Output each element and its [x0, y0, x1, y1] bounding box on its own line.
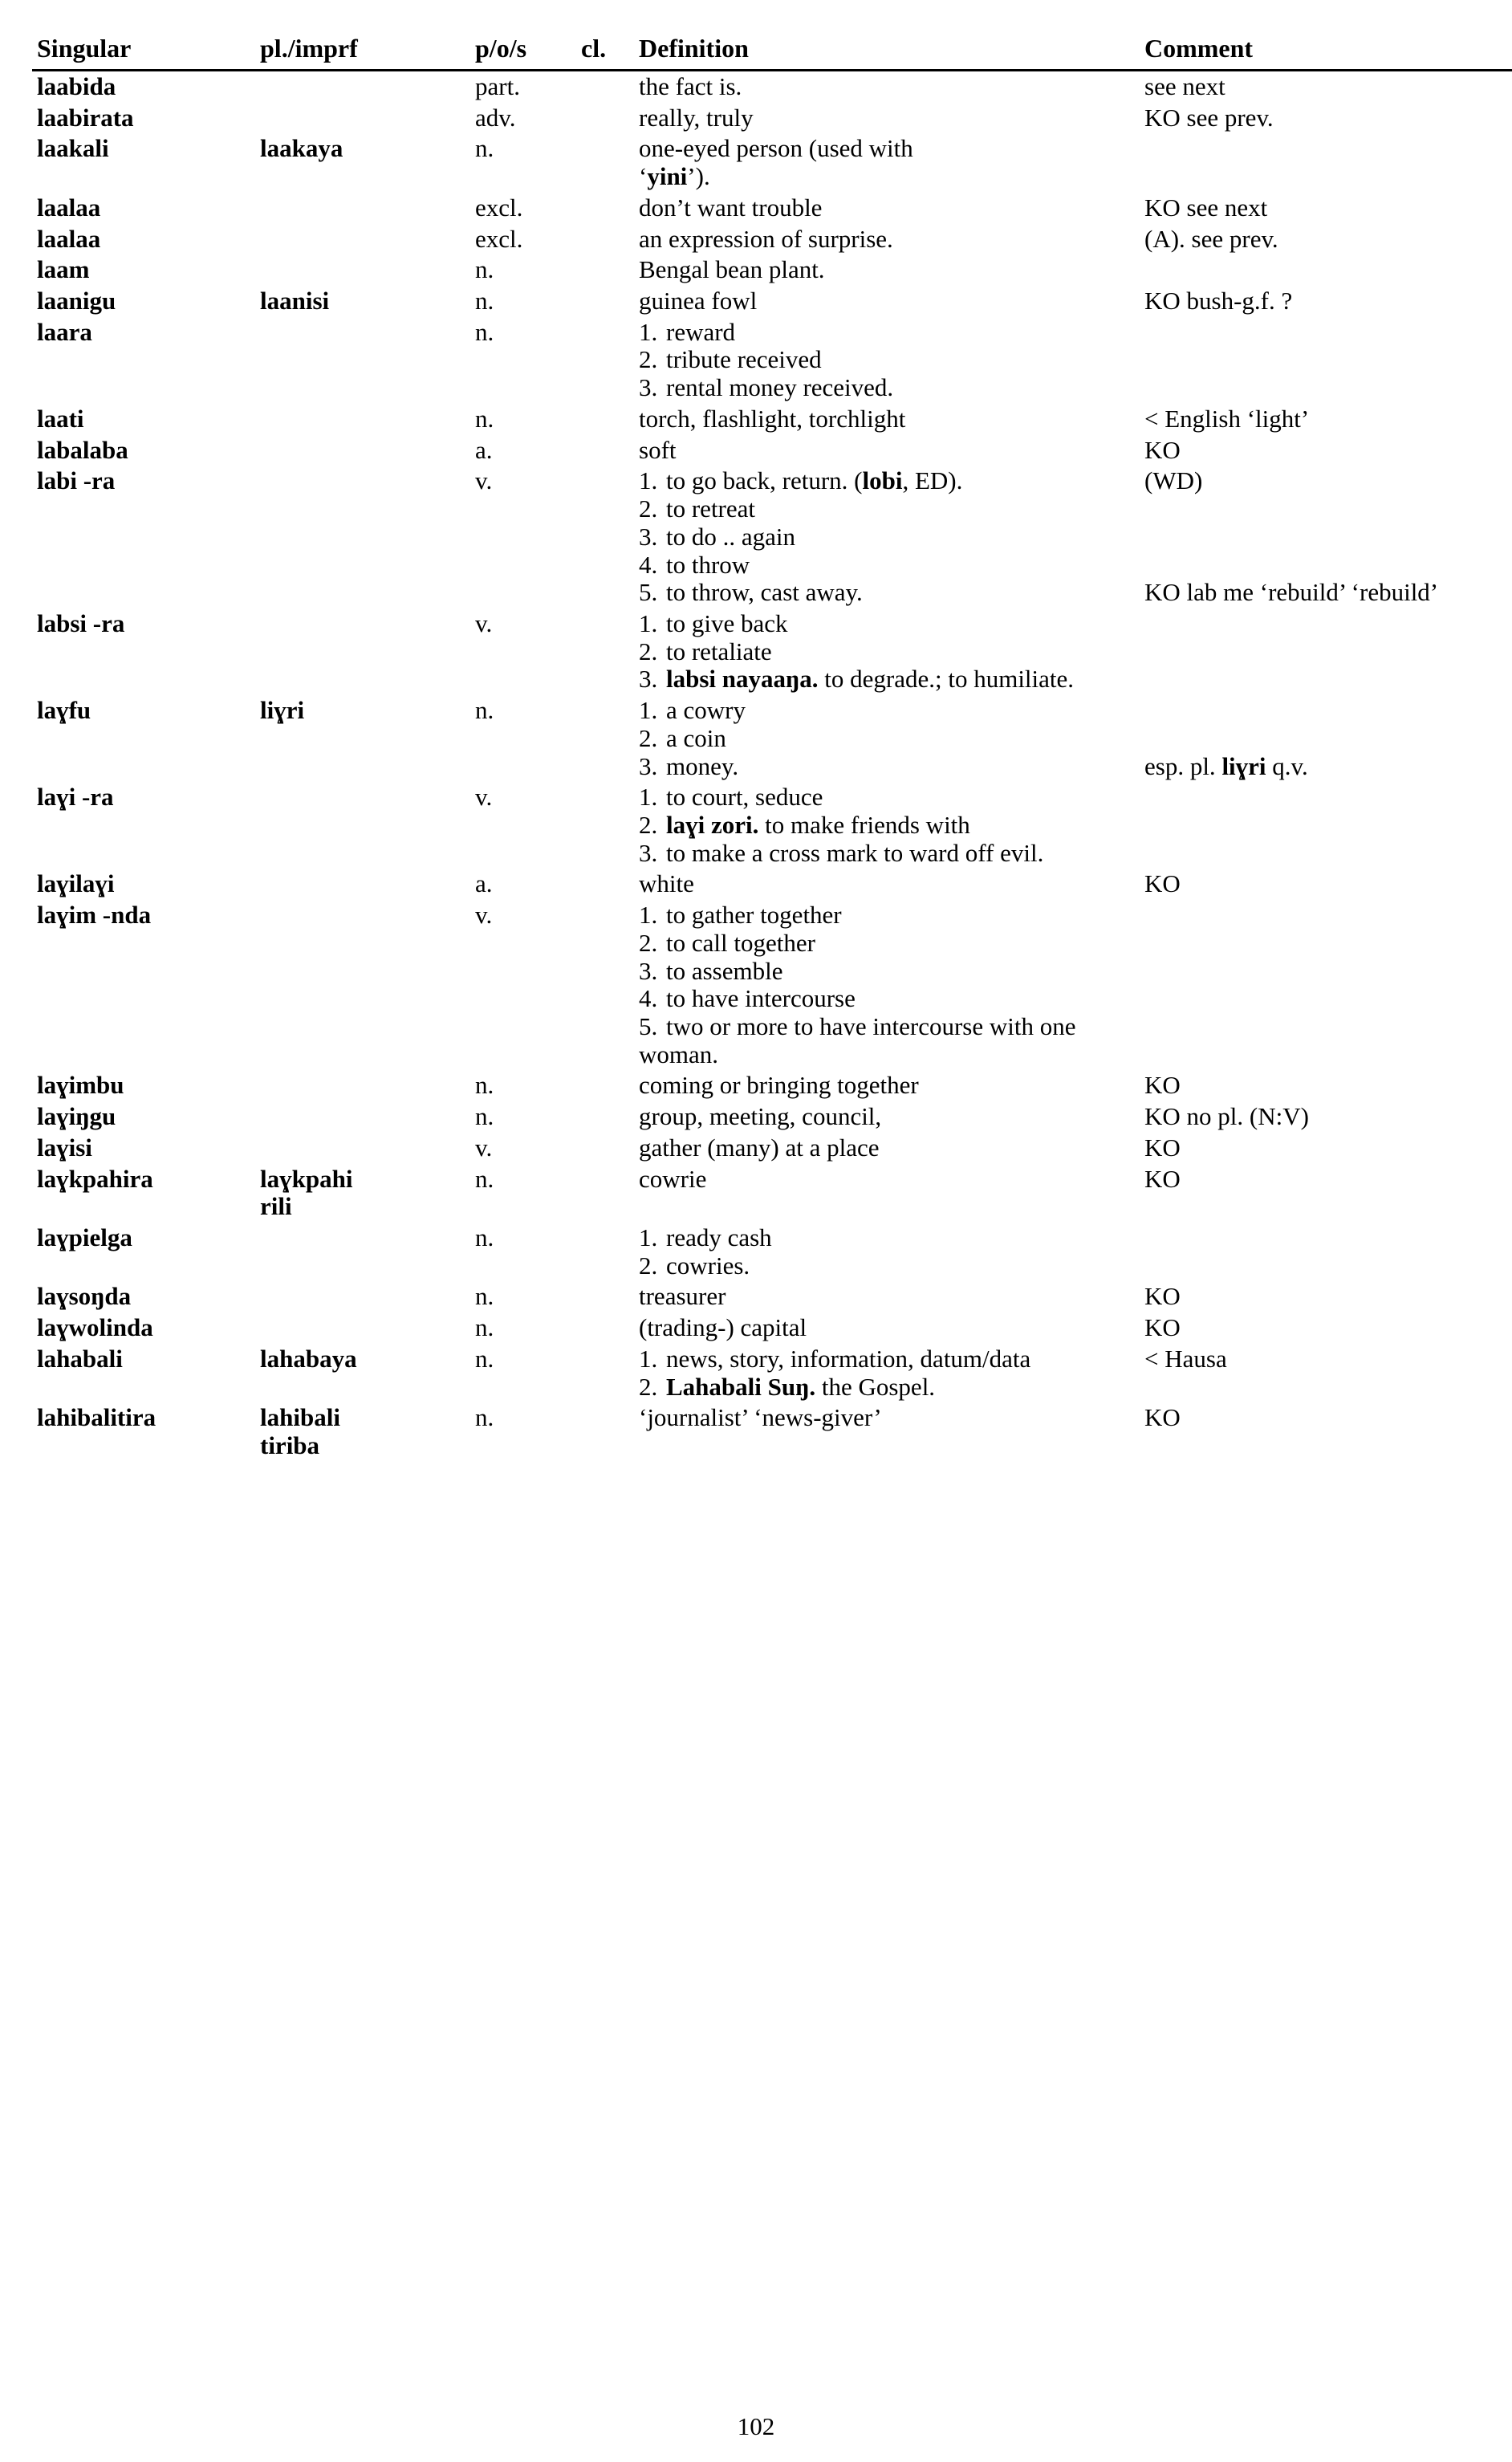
comment-line: KO [1144, 1282, 1181, 1311]
entry-part-of-speech: n. [475, 134, 494, 163]
entry-definition [634, 900, 1140, 1070]
entry-plural [255, 1133, 470, 1164]
entry-class [576, 869, 634, 900]
entry-comment [1140, 254, 1512, 286]
entry-class [576, 782, 634, 869]
entry-definition [634, 1133, 1140, 1164]
table-row [32, 254, 1512, 286]
comment-line: KO [1144, 1133, 1181, 1162]
entry-plural [255, 608, 470, 695]
entry-singular: laalaa [37, 224, 101, 253]
entry-singular: laɣimbu [37, 1071, 124, 1100]
entry-definition [634, 404, 1140, 435]
comment-line: KO lab me ‘rebuild’ ‘rebuild’ [1144, 578, 1439, 607]
entry-definition [634, 317, 1140, 404]
entry-singular: laɣkpahira [37, 1164, 153, 1193]
table-row [32, 869, 1512, 900]
definition-sense: 3. to make a cross mark to ward off evil. [639, 838, 1044, 867]
entry-singular: laɣpielga [37, 1223, 132, 1252]
table-row [32, 466, 1512, 608]
entry-definition [634, 1164, 1140, 1223]
definition-sense: 3. money. [639, 751, 739, 780]
entry-part-of-speech: n. [475, 1102, 494, 1131]
entry-class [576, 286, 634, 317]
comment-line: KO [1144, 1313, 1181, 1342]
comment-line: see next [1144, 72, 1225, 100]
definition-sense: 1. to court, seduce [639, 783, 823, 812]
entry-plural [255, 435, 470, 466]
table-row [32, 435, 1512, 466]
entry-part-of-speech: adv. [475, 103, 516, 132]
definition-sense: 2. to retreat [639, 494, 756, 523]
comment-line: KO see next [1144, 193, 1268, 222]
definition-sense: an expression of surprise. [639, 224, 893, 253]
definition-sense: 3. rental money received. [639, 373, 894, 402]
entry-comment [1140, 695, 1512, 782]
comment-line: KO [1144, 1071, 1181, 1100]
entry-definition [634, 695, 1140, 782]
comment-line: KO no pl. (N:V) [1144, 1102, 1309, 1131]
definition-sense: don’t want trouble [639, 193, 823, 222]
entry-singular: laakali [37, 134, 109, 163]
entry-comment [1140, 1281, 1512, 1312]
entry-definition [634, 1312, 1140, 1344]
entry-plural: lahabaya [260, 1344, 357, 1373]
header-row [32, 32, 1512, 71]
entry-class [576, 466, 634, 608]
entry-comment [1140, 608, 1512, 695]
definition-sense: (trading-) capital [639, 1313, 807, 1342]
entry-class [576, 71, 634, 103]
entry-singular: labsi -ra [37, 608, 125, 637]
entry-singular: laanigu [37, 287, 116, 315]
entry-comment [1140, 869, 1512, 900]
entry-part-of-speech: n. [475, 255, 494, 284]
entry-class [576, 435, 634, 466]
entry-comment [1140, 193, 1512, 224]
entry-comment [1140, 1164, 1512, 1223]
entry-singular: laati [37, 404, 84, 433]
dictionary-table [32, 32, 1512, 1462]
entry-comment [1140, 1101, 1512, 1133]
column-header-pos: p/o/s [470, 32, 576, 71]
entry-singular: labi -ra [37, 466, 116, 495]
entry-singular: laɣi -ra [37, 783, 114, 812]
entry-comment [1140, 466, 1512, 608]
definition-sense: 4. to throw [639, 550, 750, 579]
entry-singular: lahibalitira [37, 1403, 156, 1432]
entry-part-of-speech: n. [475, 287, 494, 315]
entry-definition [634, 435, 1140, 466]
table-row [32, 608, 1512, 695]
entry-part-of-speech: n. [475, 1282, 494, 1311]
definition-sense: 2. laɣi zori. to make friends with [639, 810, 970, 839]
definition-sense: 2. to retaliate [639, 637, 772, 665]
entry-singular: laɣilaɣi [37, 869, 115, 898]
comment-line: KO [1144, 1403, 1181, 1432]
entry-comment [1140, 1070, 1512, 1101]
definition-sense: 1. ready cash [639, 1223, 772, 1252]
definition-sense: really, truly [639, 103, 754, 132]
table-row [32, 286, 1512, 317]
table-row [32, 1281, 1512, 1312]
entry-plural [255, 869, 470, 900]
table-row [32, 1164, 1512, 1223]
entry-definition [634, 608, 1140, 695]
entry-class [576, 1281, 634, 1312]
entry-part-of-speech: v. [475, 901, 493, 930]
entry-definition [634, 286, 1140, 317]
entry-plural: laanisi [260, 287, 330, 315]
entry-part-of-speech: v. [475, 466, 493, 495]
entry-part-of-speech: v. [475, 1133, 493, 1162]
entry-class [576, 1164, 634, 1223]
entry-part-of-speech: part. [475, 72, 520, 100]
definition-sense: one-eyed person (used with [639, 134, 913, 163]
entry-part-of-speech: n. [475, 1313, 494, 1342]
entry-singular: laɣim -nda [37, 901, 152, 930]
table-row [32, 1402, 1512, 1461]
table-header [32, 32, 1512, 71]
entry-definition [634, 782, 1140, 869]
entry-class [576, 1312, 634, 1344]
entry-plural [255, 404, 470, 435]
entry-singular: laara [37, 317, 92, 346]
entry-class [576, 1133, 634, 1164]
entry-class [576, 900, 634, 1070]
entry-part-of-speech: n. [475, 404, 494, 433]
definition-sense: 5. two or more to have intercourse with one woman. [639, 1012, 1076, 1068]
entry-definition [634, 869, 1140, 900]
entry-class [576, 1402, 634, 1461]
definition-sense: treasurer [639, 1282, 726, 1311]
entry-definition [634, 193, 1140, 224]
entry-class [576, 1070, 634, 1101]
entry-singular: laɣfu [37, 696, 91, 725]
comment-line: (A). see prev. [1144, 224, 1278, 253]
entry-comment [1140, 782, 1512, 869]
entry-plural [255, 900, 470, 1070]
table-row [32, 900, 1512, 1070]
comment-line: KO [1144, 435, 1181, 464]
entry-part-of-speech: n. [475, 317, 494, 346]
entry-comment [1140, 435, 1512, 466]
entry-comment [1140, 404, 1512, 435]
entry-plural: liɣri [260, 696, 305, 725]
definition-sense: gather (many) at a place [639, 1133, 880, 1162]
entry-definition [634, 71, 1140, 103]
entry-singular: laɣwolinda [37, 1313, 153, 1342]
entry-part-of-speech: v. [475, 783, 493, 812]
table-row [32, 695, 1512, 782]
comment-line: esp. pl. liɣri q.v. [1144, 751, 1308, 780]
comment-line: < English ‘light’ [1144, 404, 1310, 433]
definition-sense: Bengal bean plant. [639, 255, 825, 284]
table-row [32, 1312, 1512, 1344]
entry-part-of-speech: a. [475, 869, 493, 898]
entry-comment [1140, 317, 1512, 404]
entry-class [576, 224, 634, 255]
entry-comment [1140, 133, 1512, 192]
entry-definition [634, 466, 1140, 608]
entry-part-of-speech: n. [475, 1164, 494, 1193]
definition-sense: 4. to have intercourse [639, 984, 856, 1013]
table-row [32, 1101, 1512, 1133]
entry-class [576, 608, 634, 695]
entry-comment [1140, 1344, 1512, 1402]
entry-part-of-speech: n. [475, 696, 494, 725]
entry-plural: laakaya [260, 134, 343, 163]
entry-class [576, 695, 634, 782]
entry-part-of-speech: excl. [475, 193, 523, 222]
entry-singular: laam [37, 255, 90, 284]
table-body [32, 71, 1512, 1462]
definition-sense: 1. reward [639, 317, 736, 346]
definition-sense: guinea fowl [639, 287, 758, 315]
entry-definition [634, 1281, 1140, 1312]
definition-sense: coming or bringing together [639, 1071, 919, 1100]
entry-comment [1140, 900, 1512, 1070]
entry-plural [255, 193, 470, 224]
entry-definition [634, 254, 1140, 286]
table-row [32, 224, 1512, 255]
entry-definition [634, 1402, 1140, 1461]
comment-line: (WD) [1144, 466, 1203, 495]
definition-sense: the fact is. [639, 72, 742, 100]
table-row [32, 133, 1512, 192]
entry-singular: lahabali [37, 1344, 123, 1373]
entry-part-of-speech: n. [475, 1071, 494, 1100]
entry-plural: laɣkpahi rili [260, 1164, 353, 1221]
table-row [32, 317, 1512, 404]
entry-plural [255, 103, 470, 134]
table-row [32, 1133, 1512, 1164]
entry-plural [255, 317, 470, 404]
table-row [32, 193, 1512, 224]
definition-sense: 1. to go back, return. (lobi, ED). [639, 466, 963, 495]
entry-definition [634, 224, 1140, 255]
entry-class [576, 133, 634, 192]
entry-part-of-speech: n. [475, 1223, 494, 1252]
table-row [32, 71, 1512, 103]
entry-singular: laabirata [37, 103, 134, 132]
entry-singular: laɣsoŋda [37, 1282, 132, 1311]
entry-plural [255, 224, 470, 255]
definition-sense: group, meeting, council, [639, 1102, 882, 1131]
definition-sense: 2. cowries. [639, 1251, 750, 1280]
entry-plural [255, 466, 470, 608]
entry-comment [1140, 224, 1512, 255]
entry-definition [634, 103, 1140, 134]
entry-comment [1140, 1133, 1512, 1164]
entry-part-of-speech: n. [475, 1344, 494, 1373]
entry-plural [255, 71, 470, 103]
table-row [32, 1070, 1512, 1101]
definition-sense: 1. news, story, information, datum/data [639, 1344, 1031, 1373]
definition-sense: torch, flashlight, torchlight [639, 404, 906, 433]
entry-definition [634, 133, 1140, 192]
page-number: 102 [737, 2412, 775, 2440]
definition-sense: 2. tribute received [639, 345, 822, 374]
column-header-comment: Comment [1140, 32, 1512, 71]
entry-part-of-speech: v. [475, 608, 493, 637]
table-row [32, 1223, 1512, 1281]
table-row [32, 404, 1512, 435]
entry-plural: lahibali tiriba [260, 1403, 340, 1460]
entry-part-of-speech: n. [475, 1403, 494, 1432]
definition-sense: 2. Lahabali Suŋ. the Gospel. [639, 1372, 936, 1401]
comment-line: KO [1144, 1164, 1181, 1193]
entry-definition [634, 1344, 1140, 1402]
entry-comment [1140, 1402, 1512, 1461]
definition-sense: 2. a coin [639, 723, 726, 752]
entry-definition [634, 1070, 1140, 1101]
entry-class [576, 1101, 634, 1133]
entry-plural [255, 1223, 470, 1281]
entry-comment [1140, 286, 1512, 317]
comment-line: < Hausa [1144, 1344, 1227, 1373]
column-header-definition: Definition [634, 32, 1140, 71]
definition-sense: 1. to give back [639, 608, 788, 637]
table-row [32, 103, 1512, 134]
entry-part-of-speech: excl. [475, 224, 523, 253]
column-header-plural: pl./imprf [255, 32, 470, 71]
entry-singular: laɣiŋgu [37, 1102, 116, 1131]
entry-plural [255, 1070, 470, 1101]
entry-comment [1140, 103, 1512, 134]
comment-line: KO [1144, 869, 1181, 898]
table-row [32, 782, 1512, 869]
definition-sense: 3. to do .. again [639, 522, 795, 551]
entry-class [576, 103, 634, 134]
entry-comment [1140, 1312, 1512, 1344]
entry-plural [255, 1101, 470, 1133]
entry-plural [255, 1312, 470, 1344]
definition-sense: 3. labsi nayaaŋa. to degrade.; to humiliate. [639, 665, 1075, 694]
comment-line: KO bush-g.f. ? [1144, 287, 1293, 315]
entry-class [576, 254, 634, 286]
definition-sense: ‘journalist’ ‘news-giver’ [639, 1403, 882, 1432]
entry-class [576, 317, 634, 404]
definition-sense: cowrie [639, 1164, 707, 1193]
entry-plural [255, 782, 470, 869]
definition-sense: 2. to call together [639, 928, 815, 957]
definition-sense: 1. to gather together [639, 901, 842, 930]
entry-class [576, 193, 634, 224]
entry-definition [634, 1223, 1140, 1281]
definition-sense: 1. a cowry [639, 696, 746, 725]
definition-sense: soft [639, 435, 677, 464]
entry-singular: laalaa [37, 193, 101, 222]
entry-class [576, 1223, 634, 1281]
definition-sense: white [639, 869, 694, 898]
entry-part-of-speech: a. [475, 435, 493, 464]
entry-class [576, 1344, 634, 1402]
definition-sense: ‘yini’). [639, 162, 710, 191]
definition-sense: 3. to assemble [639, 956, 783, 985]
entry-plural [255, 254, 470, 286]
entry-singular: laabida [37, 72, 116, 100]
entry-singular: labalaba [37, 435, 128, 464]
entry-definition [634, 1101, 1140, 1133]
table-row [32, 1344, 1512, 1402]
entry-singular: laɣisi [37, 1133, 92, 1162]
comment-line: KO see prev. [1144, 103, 1274, 132]
entry-comment [1140, 71, 1512, 103]
column-header-singular: Singular [32, 32, 255, 71]
column-header-class: cl. [576, 32, 634, 71]
entry-plural [255, 1281, 470, 1312]
entry-comment [1140, 1223, 1512, 1281]
entry-class [576, 404, 634, 435]
definition-sense: 5. to throw, cast away. [639, 578, 863, 607]
